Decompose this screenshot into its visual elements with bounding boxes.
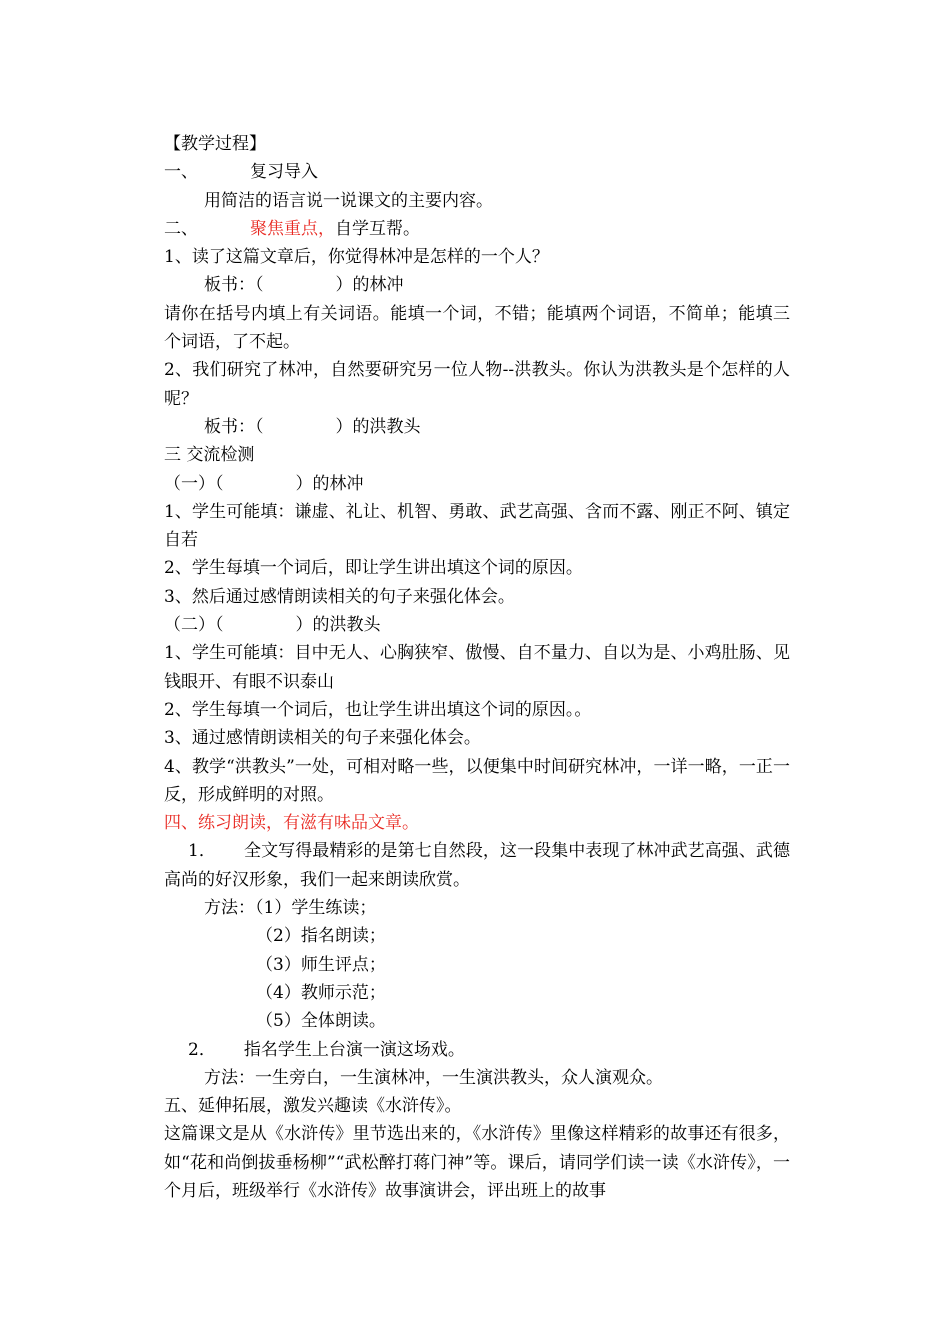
- list-item: 3、然后通过感情朗读相关的句子来强化体会。: [164, 586, 515, 607]
- s5-body: 这篇课文是从《水浒传》里节选出来的，《水浒传》里像这样精彩的故事还有很多，如“花和尚倒拔垂杨柳”“武松醉打蒋门神”等。课后，请同学们读一读《水浒传》，一个月后，班级举行《水浒传》故事演讲会，评出班上的故事: [164, 1124, 790, 1201]
- method-line: [164, 894, 790, 922]
- s3-sub1-start: （一）（: [164, 473, 224, 494]
- board-note-1: [164, 271, 790, 299]
- s3-sub2-heading: [164, 611, 790, 639]
- list-item: 2、学生每填一个词后，即让学生讲出填这个词的原因。: [164, 558, 583, 579]
- s1-body: 用简洁的语言说一说课文的主要内容。: [204, 190, 493, 211]
- s3-sub2-start: （二）（: [164, 615, 224, 636]
- list-item: 1、学生可能填：目中无人、心胸狭窄、傲慢、自不量力、自以为是、小鸡肚肠、见钱眼开、有眼不识泰山: [164, 643, 790, 692]
- method-2: 方法：一生旁白，一生演林冲，一生演洪教头，众人演观众。: [204, 1067, 663, 1088]
- s4-item-1: [164, 837, 790, 894]
- list-item: 3、通过感情朗读相关的句子来强化体会。: [164, 728, 481, 749]
- s5-heading: 五、延伸拓展，激发兴趣读《水浒传》。: [164, 1096, 462, 1117]
- s4-item-2-number: 2．: [188, 1039, 216, 1060]
- s4-item-2-text: 指名学生上台演一演这场戏。: [243, 1039, 465, 1060]
- s1-title: 复习导入: [250, 162, 318, 183]
- s2-title-rest: 自学互帮。: [335, 218, 420, 239]
- board-note-2: [164, 413, 790, 441]
- s2-number: 二、: [164, 218, 198, 239]
- board-note-2-end: ）的洪教头: [335, 416, 421, 437]
- s2-question-2: 2、我们研究了林冲，自然要研究另一位人物--洪教头。你认为洪教头是个怎样的人呢？: [164, 360, 790, 409]
- s1-number: 一、: [164, 162, 198, 183]
- method-step: （2）指名朗读；: [256, 926, 386, 947]
- method-step: （4）教师示范；: [256, 982, 386, 1003]
- s2-question-1: 1、读了这篇文章后，你觉得林冲是怎样的一个人？: [164, 247, 549, 268]
- s3-sub1-heading: [164, 470, 790, 498]
- s1-heading: [164, 158, 790, 186]
- s3-sub1-end: ）的林冲: [295, 473, 364, 494]
- method-step: （1）学生练读；: [255, 898, 377, 919]
- board-note-1-end: ）的林冲: [335, 275, 404, 296]
- s3-heading: 三 交流检测: [164, 445, 255, 466]
- method-step: （3）师生评点；: [256, 954, 386, 975]
- method-label: 方法：: [204, 898, 255, 919]
- s2-title-highlight: 聚焦重点，: [250, 218, 335, 239]
- list-item: 4、教学“洪教头”一处，可相对略一些，以便集中时间研究林冲，一详一略，一正一反，形成鲜明的对照。: [164, 756, 790, 805]
- fill-instruction: 请你在括号内填上有关词语。能填一个词，不错；能填两个词语，不简单；能填三个词语，了不起。: [164, 303, 790, 353]
- board-note-2-start: 板书：（: [204, 416, 264, 437]
- board-note-1-start: 板书：（: [204, 275, 264, 296]
- list-item: 1、学生可能填：谦虚、礼让、机智、勇敢、武艺高强、含而不露、刚正不阿、镇定自若: [164, 501, 790, 551]
- s4-item-1-number: 1．: [188, 841, 216, 862]
- s4-heading: 四、练习朗读，有滋有味品文章。: [164, 813, 419, 834]
- s2-heading: [164, 215, 790, 243]
- s4-item-1-text: 全文写得最精彩的是第七自然段，这一段集中表现了林冲武艺高强、武德高尚的好汉形象，我们一起来朗读欣赏。: [164, 841, 790, 890]
- method-step: （5）全体朗读。: [256, 1011, 386, 1032]
- section-title: 【教学过程】: [164, 134, 266, 154]
- s4-item-2: [164, 1036, 790, 1064]
- list-item: 2、学生每填一个词后，也让学生讲出填这个词的原因。。: [164, 699, 592, 720]
- s3-sub2-end: ）的洪教头: [295, 615, 381, 636]
- document-page: [164, 130, 790, 1205]
